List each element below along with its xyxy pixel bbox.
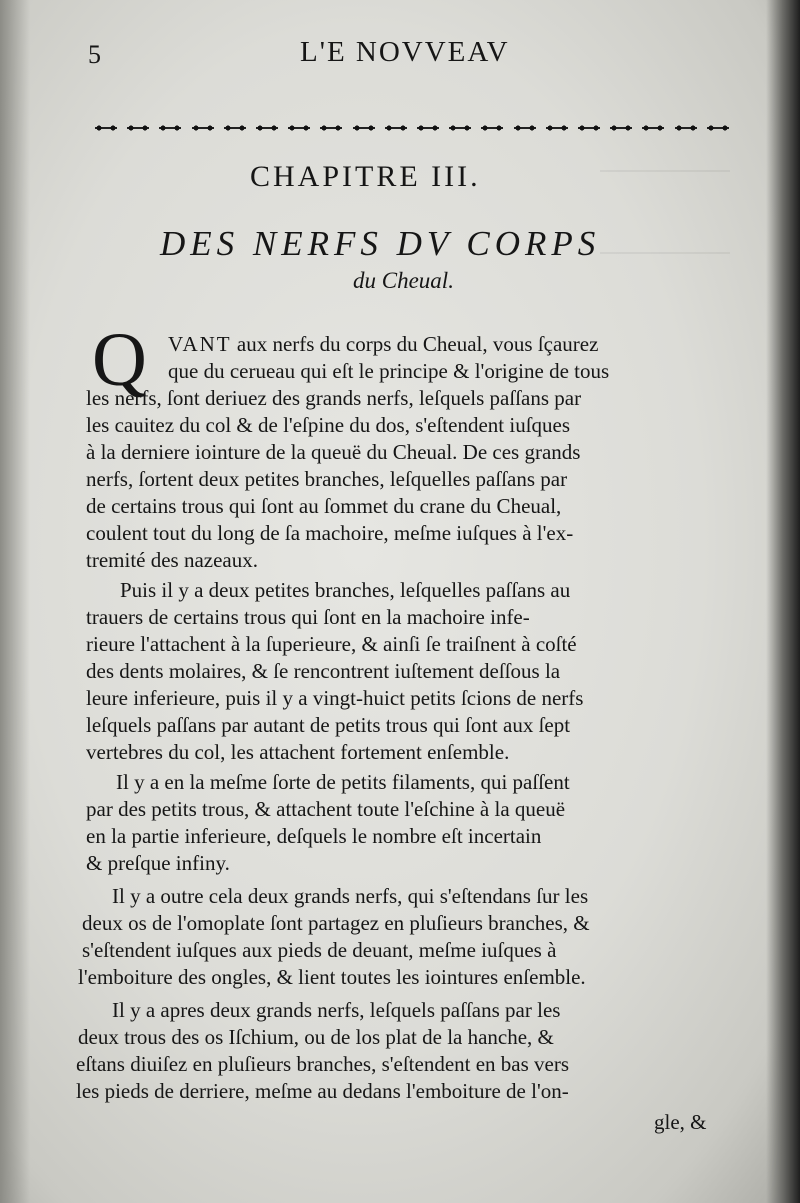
body-line: que du cerueau qui eſt le principe & l'origine de tous xyxy=(168,359,610,383)
page-edge-shadow xyxy=(766,0,800,1203)
body-line: l'emboiture des ongles, & lient toutes les iointures enſemble. xyxy=(78,965,586,989)
body-line: & preſque infiny. xyxy=(86,851,230,875)
ornament-divider xyxy=(92,118,732,138)
body-line: deux trous des os Iſchium, ou de los plat de la hanche, & xyxy=(78,1025,554,1049)
ornament-unit xyxy=(92,122,120,134)
body-line: Il y a en la meſme ſorte de petits filaments, qui paſſent xyxy=(116,770,570,794)
body-line: Il y a outre cela deux grands nerfs, qui s'eſtendans ſur les xyxy=(112,884,589,908)
page-number: 5 xyxy=(88,40,101,69)
ornament-unit xyxy=(543,122,571,134)
body-line: leſquels paſſans par autant de petits trous qui ſont aux ſept xyxy=(86,713,571,737)
body-line: Puis il y a deux petites branches, leſquelles paſſans au xyxy=(120,578,571,602)
ornament-unit xyxy=(124,122,152,134)
body-line: rieure l'attachent à la ſuperieure, & ainſi ſe traiſnent à coſté xyxy=(86,632,577,656)
ornament-unit xyxy=(382,122,410,134)
body-line: par des petits trous, & attachent toute l'eſchine à la queuë xyxy=(86,797,566,821)
body-line: en la partie inferieure, deſquels le nombre eſt incertain xyxy=(86,824,542,848)
ornament-unit xyxy=(478,122,506,134)
body-line: s'eſtendent iuſques aux pieds de deuant, meſme iuſques à xyxy=(82,938,557,962)
body-line: nerfs, ſortent deux petites branches, leſquelles paſſans par xyxy=(86,467,568,491)
ornament-unit xyxy=(156,122,184,134)
catchword: gle, & xyxy=(654,1110,707,1134)
body-line: Il y a apres deux grands nerfs, leſquels paſſans par les xyxy=(112,998,561,1022)
ornament-unit xyxy=(511,122,539,134)
body-line: vertebres du col, les attachent fortement enſemble. xyxy=(86,740,510,764)
chapter-heading: CHAPITRE III. xyxy=(250,160,481,193)
ornament-unit xyxy=(189,122,217,134)
ornament-unit xyxy=(672,122,700,134)
gutter-shadow xyxy=(0,0,30,1203)
running-head xyxy=(0,36,800,76)
body-line: tremité des nazeaux. xyxy=(86,548,258,572)
body-line: les pieds de derriere, meſme au dedans l'emboiture de l'on- xyxy=(76,1079,569,1103)
body-line: à la derniere iointure de la queuë du Cheual. De ces grands xyxy=(86,440,581,464)
body-line: trauers de certains trous qui ſont en la machoire infe- xyxy=(86,605,530,629)
body-line: eſtans diuiſez en pluſieurs branches, s'eſtendent en bas vers xyxy=(76,1052,570,1076)
body-line: leure inferieure, puis il y a vingt-huict petits ſcions de nerfs xyxy=(86,686,584,710)
ornament-unit xyxy=(221,122,249,134)
ornament-unit xyxy=(575,122,603,134)
drop-cap: Q xyxy=(92,318,147,402)
body-line-1 xyxy=(168,332,598,357)
ornament-unit xyxy=(317,122,345,134)
ornament-unit xyxy=(607,122,635,134)
body-line: de certains trous qui ſont au ſommet du crane du Cheual, xyxy=(86,494,562,518)
ornament-unit xyxy=(446,122,474,134)
section-subtitle: du Cheual. xyxy=(353,268,454,293)
ornament-unit xyxy=(285,122,313,134)
lead-word: VANT xyxy=(168,332,232,356)
body-line: coulent tout du long de ſa machoire, meſme iuſques à l'ex- xyxy=(86,521,574,545)
ornament-unit xyxy=(639,122,667,134)
body-line: des dents molaires, & ſe rencontrent iuſtement deſſous la xyxy=(86,659,561,683)
ornament-unit xyxy=(350,122,378,134)
bleed-through xyxy=(600,170,730,254)
ornament-unit xyxy=(414,122,442,134)
body-line: les nerfs, ſont deriuez des grands nerfs, leſquels paſſans par xyxy=(86,386,582,410)
body-line: les cauitez du col & de l'eſpine du dos, s'eſtendent iuſques xyxy=(86,413,571,437)
section-title: DES NERFS DV CORPS xyxy=(160,224,601,263)
body-line: deux os de l'omoplate ſont partagez en pluſieurs branches, & xyxy=(82,911,590,935)
ornament-unit xyxy=(253,122,281,134)
running-title: L'E NOVVEAV xyxy=(300,36,510,68)
ornament-unit xyxy=(704,122,732,134)
line-text: aux nerfs du corps du Cheual, vous ſçaurez xyxy=(236,332,599,356)
